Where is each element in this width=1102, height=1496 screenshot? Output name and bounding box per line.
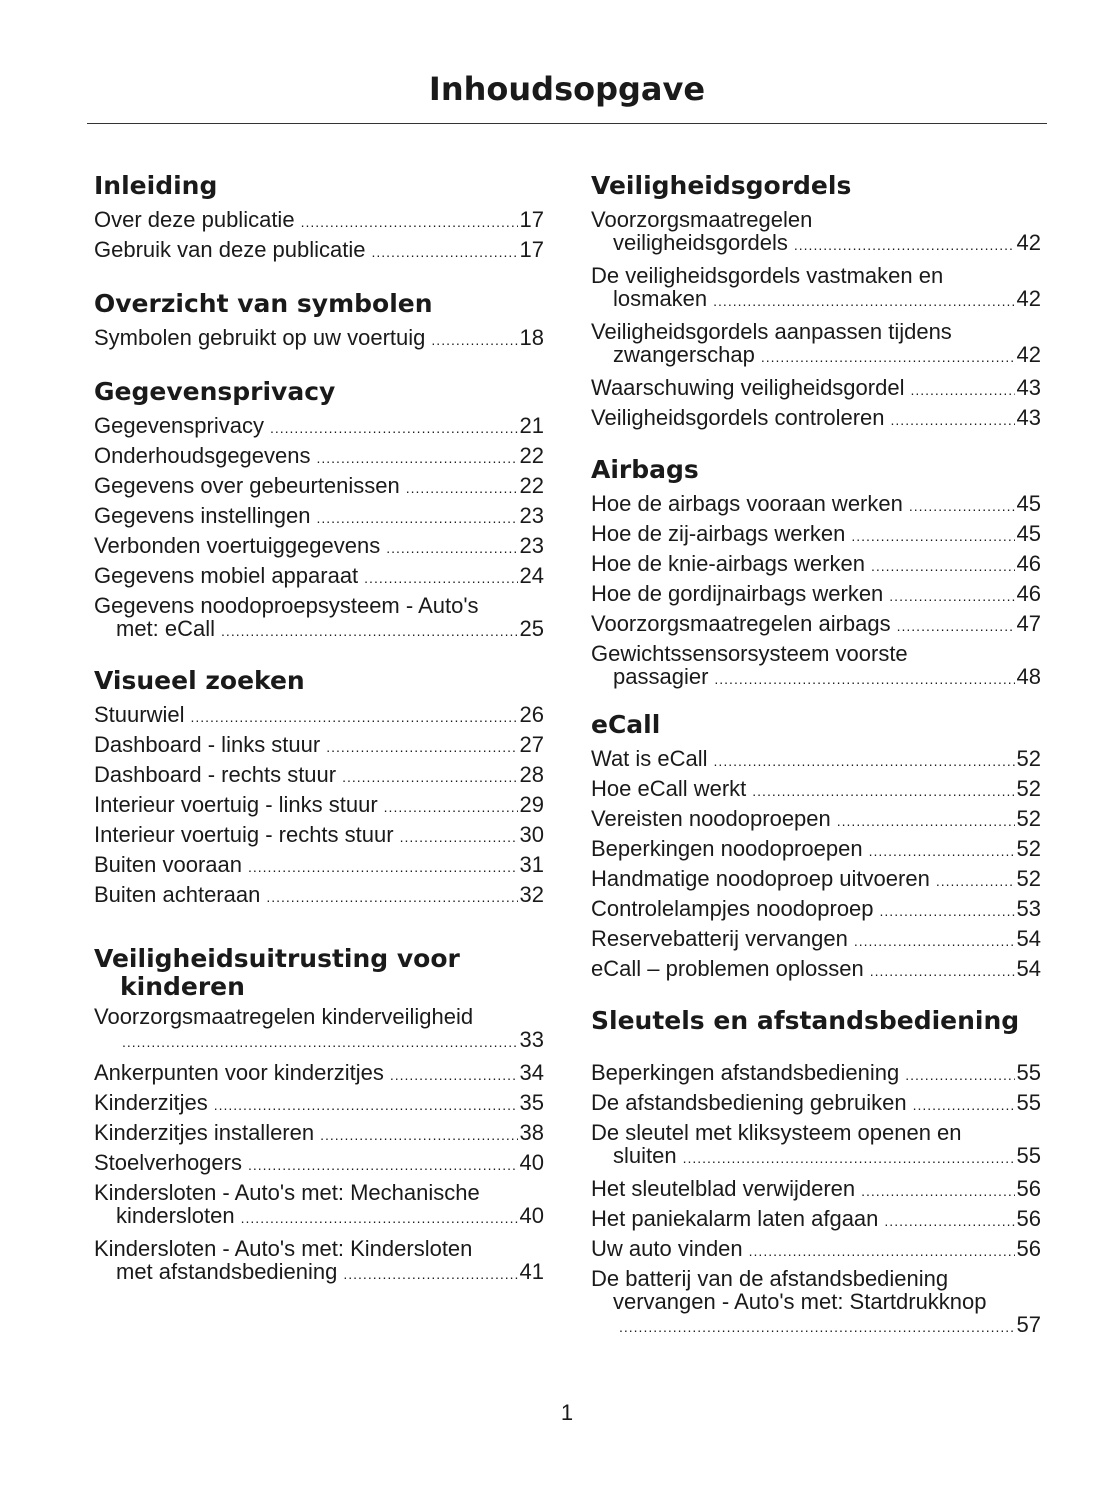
entry-page: 52 xyxy=(1016,836,1041,861)
entry-page: 46 xyxy=(1016,581,1041,606)
dot-leader xyxy=(390,1064,518,1087)
entry-label: Interieur voertuig - rechts stuur xyxy=(94,822,394,847)
entry-page: 52 xyxy=(1016,806,1041,831)
dot-leader xyxy=(372,241,518,264)
entry-page: 56 xyxy=(1016,1206,1041,1231)
toc-entry[interactable] xyxy=(591,612,1041,642)
toc-entry[interactable] xyxy=(591,1177,1041,1207)
entry-label-line2: met afstandsbediening xyxy=(116,1259,338,1284)
entry-label: Beperkingen afstandsbediening xyxy=(591,1060,900,1085)
section-title xyxy=(591,709,1041,741)
entry-page: 54 xyxy=(1016,956,1041,981)
dot-leader xyxy=(897,615,1015,638)
entry-label: Waarschuwing veiligheidsgordel xyxy=(591,375,905,400)
dot-leader xyxy=(320,1124,517,1147)
toc-entry[interactable] xyxy=(94,474,544,504)
section-title-text: Veiligheidsgordels xyxy=(591,171,852,200)
dot-leader xyxy=(316,507,517,530)
entry-page: 23 xyxy=(519,503,544,528)
dot-leader xyxy=(905,1064,1014,1087)
section-title-text: Overzicht van symbolen xyxy=(94,289,433,318)
toc-entry[interactable] xyxy=(94,564,544,594)
entry-label: Kinderzitjes installeren xyxy=(94,1120,315,1145)
dot-leader xyxy=(190,706,517,729)
entry-label-line1: Gewichtssensorsysteem voorste xyxy=(591,641,908,666)
toc-entry[interactable] xyxy=(591,492,1041,522)
toc-entry[interactable] xyxy=(94,823,544,853)
entry-page: 42 xyxy=(1016,230,1041,255)
dot-leader xyxy=(794,234,1015,257)
entry-page: 33 xyxy=(519,1027,544,1052)
entry-label: Dashboard - rechts stuur xyxy=(94,762,337,787)
toc-section xyxy=(94,170,544,268)
toc-entry[interactable] xyxy=(591,807,1041,837)
entry-page: 24 xyxy=(519,563,544,588)
entry-label: eCall – problemen oplossen xyxy=(591,956,864,981)
dot-leader xyxy=(714,750,1015,773)
section-title xyxy=(591,454,1041,486)
entry-label: Gegevensprivacy xyxy=(94,413,264,438)
entry-page: 52 xyxy=(1016,746,1041,771)
dot-leader xyxy=(871,555,1015,578)
dot-leader xyxy=(342,766,517,789)
entry-label: Wat is eCall xyxy=(591,746,708,771)
toc-entry[interactable] xyxy=(591,552,1041,582)
entry-label: Het sleutelblad verwijderen xyxy=(591,1176,856,1201)
dot-leader xyxy=(713,290,1014,313)
entry-page: 56 xyxy=(1016,1236,1041,1261)
entry-page: 42 xyxy=(1016,286,1041,311)
entry-label-line1: Voorzorgsmaatregelen kinderveiligheid xyxy=(94,1004,474,1029)
toc-entry[interactable] xyxy=(94,703,544,733)
section-title-text: Veiligheidsuitrusting voor xyxy=(94,944,460,973)
toc-entry[interactable] xyxy=(591,1237,1041,1267)
entry-label-line1: Voorzorgsmaatregelen xyxy=(591,207,813,232)
section-title-text: Gegevensprivacy xyxy=(94,377,336,406)
entry-page: 42 xyxy=(1016,342,1041,367)
entry-label-line1: Kindersloten - Auto's met: Mechanische xyxy=(94,1180,480,1205)
entry-label: Onderhoudsgegevens xyxy=(94,443,311,468)
dot-leader xyxy=(122,1031,518,1054)
entry-page: 21 xyxy=(519,413,544,438)
entry-label: Vereisten noodoproepen xyxy=(591,806,831,831)
toc-entry[interactable] xyxy=(94,1121,544,1151)
entry-label: Gebruik van deze publicatie xyxy=(94,237,366,262)
entry-page: 35 xyxy=(519,1090,544,1115)
entry-label-line2: kindersloten xyxy=(116,1203,235,1228)
entry-label-line1: Veiligheidsgordels aanpassen tijdens xyxy=(591,319,952,344)
toc-section xyxy=(591,454,1041,691)
section-title xyxy=(591,170,1041,202)
entry-label: Stoelverhogers xyxy=(94,1150,242,1175)
dot-leader xyxy=(214,1094,518,1117)
toc-section xyxy=(94,376,544,643)
entry-page: 29 xyxy=(519,792,544,817)
entry-page: 52 xyxy=(1016,776,1041,801)
dot-leader xyxy=(619,1316,1015,1339)
entry-page: 52 xyxy=(1016,866,1041,891)
toc-entry[interactable] xyxy=(94,238,544,268)
toc-entry[interactable] xyxy=(94,594,544,643)
section-title xyxy=(591,1005,1041,1037)
dot-leader xyxy=(749,1240,1015,1263)
dot-leader xyxy=(364,567,517,590)
entry-page: 45 xyxy=(1016,521,1041,546)
dot-leader xyxy=(317,447,518,470)
entry-page: 40 xyxy=(519,1150,544,1175)
entry-label: Buiten vooraan xyxy=(94,852,242,877)
toc-entry[interactable] xyxy=(94,208,544,238)
entry-label: Symbolen gebruikt op uw voertuig xyxy=(94,325,426,350)
dot-leader xyxy=(889,585,1014,608)
dot-leader xyxy=(683,1147,1015,1170)
entry-page: 17 xyxy=(519,237,544,262)
toc-entry[interactable] xyxy=(94,326,544,356)
section-title-text: Sleutels en afstandsbediening xyxy=(591,1006,1020,1035)
entry-label: Gegevens mobiel apparaat xyxy=(94,563,359,588)
toc-entry[interactable] xyxy=(591,320,1041,369)
toc-entry[interactable] xyxy=(94,1181,544,1230)
entry-page: 41 xyxy=(519,1259,544,1284)
toc-section xyxy=(591,709,1041,987)
section-title xyxy=(94,288,544,320)
toc-entry[interactable] xyxy=(591,1267,1041,1339)
toc-entry[interactable] xyxy=(94,853,544,883)
toc-entry[interactable] xyxy=(94,1091,544,1121)
entry-label: Reservebatterij vervangen xyxy=(591,926,848,951)
dot-leader xyxy=(936,870,1015,893)
entry-page: 57 xyxy=(1016,1312,1041,1337)
entry-page: 56 xyxy=(1016,1176,1041,1201)
toc-entry[interactable] xyxy=(94,733,544,763)
title-divider xyxy=(87,123,1047,124)
dot-leader xyxy=(326,736,517,759)
toc-entry[interactable] xyxy=(591,837,1041,867)
entry-page: 25 xyxy=(519,616,544,641)
toc-entry[interactable] xyxy=(591,1121,1041,1170)
entry-label-line1: Kindersloten - Auto's met: Kindersloten xyxy=(94,1236,473,1261)
entry-page: 22 xyxy=(519,443,544,468)
entry-label: Interieur voertuig - links stuur xyxy=(94,792,378,817)
entry-page: 23 xyxy=(519,533,544,558)
toc-column-right xyxy=(591,170,1041,1346)
entry-label: Hoe eCall werkt xyxy=(591,776,747,801)
entry-label: Hoe de zij-airbags werken xyxy=(591,521,846,546)
toc-entry[interactable] xyxy=(591,777,1041,807)
dot-leader xyxy=(870,960,1015,983)
toc-entry[interactable] xyxy=(591,867,1041,897)
entry-label: Gegevens instellingen xyxy=(94,503,311,528)
entry-label: Hoe de gordijnairbags werken xyxy=(591,581,884,606)
dot-leader xyxy=(384,796,518,819)
entry-label: De afstandsbediening gebruiken xyxy=(591,1090,907,1115)
dot-leader xyxy=(884,1210,1014,1233)
toc-entry[interactable] xyxy=(94,504,544,534)
entry-page: 27 xyxy=(519,732,544,757)
entry-page: 30 xyxy=(519,822,544,847)
toc-section xyxy=(94,943,544,1286)
entry-page: 55 xyxy=(1016,1090,1041,1115)
toc-entry[interactable] xyxy=(94,1061,544,1091)
entry-label: Ankerpunten voor kinderzitjes xyxy=(94,1060,384,1085)
section-title-continued: kinderen xyxy=(120,972,245,1001)
toc-entry[interactable] xyxy=(591,264,1041,313)
entry-label-line2: sluiten xyxy=(613,1143,677,1168)
entry-page: 45 xyxy=(1016,491,1041,516)
toc-section xyxy=(591,1005,1041,1339)
entry-page: 55 xyxy=(1016,1143,1041,1168)
dot-leader xyxy=(752,780,1014,803)
dot-leader xyxy=(909,495,1015,518)
toc-entry[interactable] xyxy=(94,883,544,913)
section-title-text: eCall xyxy=(591,710,661,739)
dot-leader xyxy=(406,477,518,500)
toc-entry[interactable] xyxy=(591,376,1041,406)
entry-page: 40 xyxy=(519,1203,544,1228)
dot-leader xyxy=(400,826,518,849)
entry-page: 43 xyxy=(1016,375,1041,400)
toc-entry[interactable] xyxy=(591,1091,1041,1121)
entry-page: 38 xyxy=(519,1120,544,1145)
dot-leader xyxy=(761,346,1015,369)
dot-leader xyxy=(431,329,517,352)
entry-page: 53 xyxy=(1016,896,1041,921)
section-title xyxy=(94,170,544,202)
entry-page: 32 xyxy=(519,882,544,907)
entry-label-line2: passagier xyxy=(613,664,709,689)
entry-label: Hoe de knie-airbags werken xyxy=(591,551,865,576)
toc-entry[interactable] xyxy=(591,208,1041,257)
entry-page: 48 xyxy=(1016,664,1041,689)
entry-label: Uw auto vinden xyxy=(591,1236,743,1261)
dot-leader xyxy=(851,525,1014,548)
entry-page: 43 xyxy=(1016,405,1041,430)
dot-leader xyxy=(891,409,1015,432)
entry-label: Handmatige noodoproep uitvoeren xyxy=(591,866,930,891)
spacer xyxy=(591,1043,1041,1061)
entry-page: 47 xyxy=(1016,611,1041,636)
entry-label-line2: veiligheidsgordels xyxy=(613,230,788,255)
entry-label: Het paniekalarm laten afgaan xyxy=(591,1206,879,1231)
entry-label: Veiligheidsgordels controleren xyxy=(591,405,885,430)
toc-entry[interactable] xyxy=(591,522,1041,552)
toc-entry[interactable] xyxy=(94,1151,544,1181)
dot-leader xyxy=(861,1180,1014,1203)
dot-leader xyxy=(913,1094,1015,1117)
toc-entry[interactable] xyxy=(591,1207,1041,1237)
entry-label-line2: zwangerschap xyxy=(613,342,755,367)
entry-label-line1: Gegevens noodoproepsysteem - Auto's xyxy=(94,593,479,618)
entry-page: 54 xyxy=(1016,926,1041,951)
page-number: 1 xyxy=(560,1400,574,1425)
entry-page: 22 xyxy=(519,473,544,498)
entry-label-line1b: vervangen - Auto's met: Startdrukknop xyxy=(613,1289,987,1314)
dot-leader xyxy=(270,417,518,440)
dot-leader xyxy=(221,620,517,643)
entry-label-line1: De sleutel met kliksysteem openen en xyxy=(591,1120,962,1145)
dot-leader xyxy=(241,1207,518,1230)
section-title xyxy=(94,376,544,408)
entry-label-line2: losmaken xyxy=(613,286,708,311)
toc-entry[interactable] xyxy=(94,444,544,474)
entry-label: Hoe de airbags vooraan werken xyxy=(591,491,903,516)
dot-leader xyxy=(343,1263,517,1286)
entry-label: Stuurwiel xyxy=(94,702,185,727)
section-title xyxy=(94,665,544,697)
entry-page: 17 xyxy=(519,207,544,232)
dot-leader xyxy=(248,856,518,879)
section-title-text: Airbags xyxy=(591,455,699,484)
entry-label: Gegevens over gebeurtenissen xyxy=(94,473,400,498)
toc-entry[interactable] xyxy=(591,927,1041,957)
toc-entry[interactable] xyxy=(94,1005,544,1054)
dot-leader xyxy=(880,900,1015,923)
dot-leader xyxy=(869,840,1015,863)
entry-page: 55 xyxy=(1016,1060,1041,1085)
entry-label-line1: De batterij van de afstandsbediening xyxy=(591,1266,949,1291)
entry-label: Voorzorgsmaatregelen airbags xyxy=(591,611,891,636)
toc-entry[interactable] xyxy=(591,897,1041,927)
entry-page: 31 xyxy=(519,852,544,877)
dot-leader xyxy=(248,1154,518,1177)
dot-leader xyxy=(266,886,517,909)
dot-leader xyxy=(910,379,1014,402)
dot-leader xyxy=(386,537,517,560)
entry-label: Over deze publicatie xyxy=(94,207,295,232)
dot-leader xyxy=(854,930,1015,953)
entry-page: 18 xyxy=(519,325,544,350)
toc-entry[interactable] xyxy=(591,642,1041,691)
entry-label: Verbonden voertuiggegevens xyxy=(94,533,381,558)
section-title-text: Inleiding xyxy=(94,171,218,200)
section-title-text: Visueel zoeken xyxy=(94,666,305,695)
entry-label: Kinderzitjes xyxy=(94,1090,208,1115)
section-title xyxy=(94,943,544,999)
entry-page: 46 xyxy=(1016,551,1041,576)
dot-leader xyxy=(301,211,518,234)
dot-leader xyxy=(837,810,1015,833)
toc-entry[interactable] xyxy=(94,763,544,793)
toc-entry[interactable] xyxy=(94,1237,544,1286)
toc-entry[interactable] xyxy=(94,414,544,444)
toc-entry[interactable] xyxy=(94,534,544,564)
toc-entry[interactable] xyxy=(94,793,544,823)
entry-label-line2: met: eCall xyxy=(116,616,216,641)
toc-entry[interactable] xyxy=(591,747,1041,777)
entry-label: Dashboard - links stuur xyxy=(94,732,321,757)
entry-page: 34 xyxy=(519,1060,544,1085)
toc-column-left xyxy=(94,170,544,1293)
entry-page: 28 xyxy=(519,762,544,787)
toc-section xyxy=(591,170,1041,436)
toc-section xyxy=(94,288,544,356)
page-title: Inhoudsopgave xyxy=(428,70,706,108)
dot-leader xyxy=(714,668,1014,691)
toc-entry[interactable] xyxy=(591,957,1041,987)
toc-section xyxy=(94,665,544,913)
toc-entry[interactable] xyxy=(591,1061,1041,1091)
toc-entry[interactable] xyxy=(591,582,1041,612)
toc-entry[interactable] xyxy=(591,406,1041,436)
entry-label: Beperkingen noodoproepen xyxy=(591,836,863,861)
entry-label-line1: De veiligheidsgordels vastmaken en xyxy=(591,263,944,288)
entry-label: Controlelampjes noodoproep xyxy=(591,896,874,921)
entry-label: Buiten achteraan xyxy=(94,882,261,907)
entry-page: 26 xyxy=(519,702,544,727)
